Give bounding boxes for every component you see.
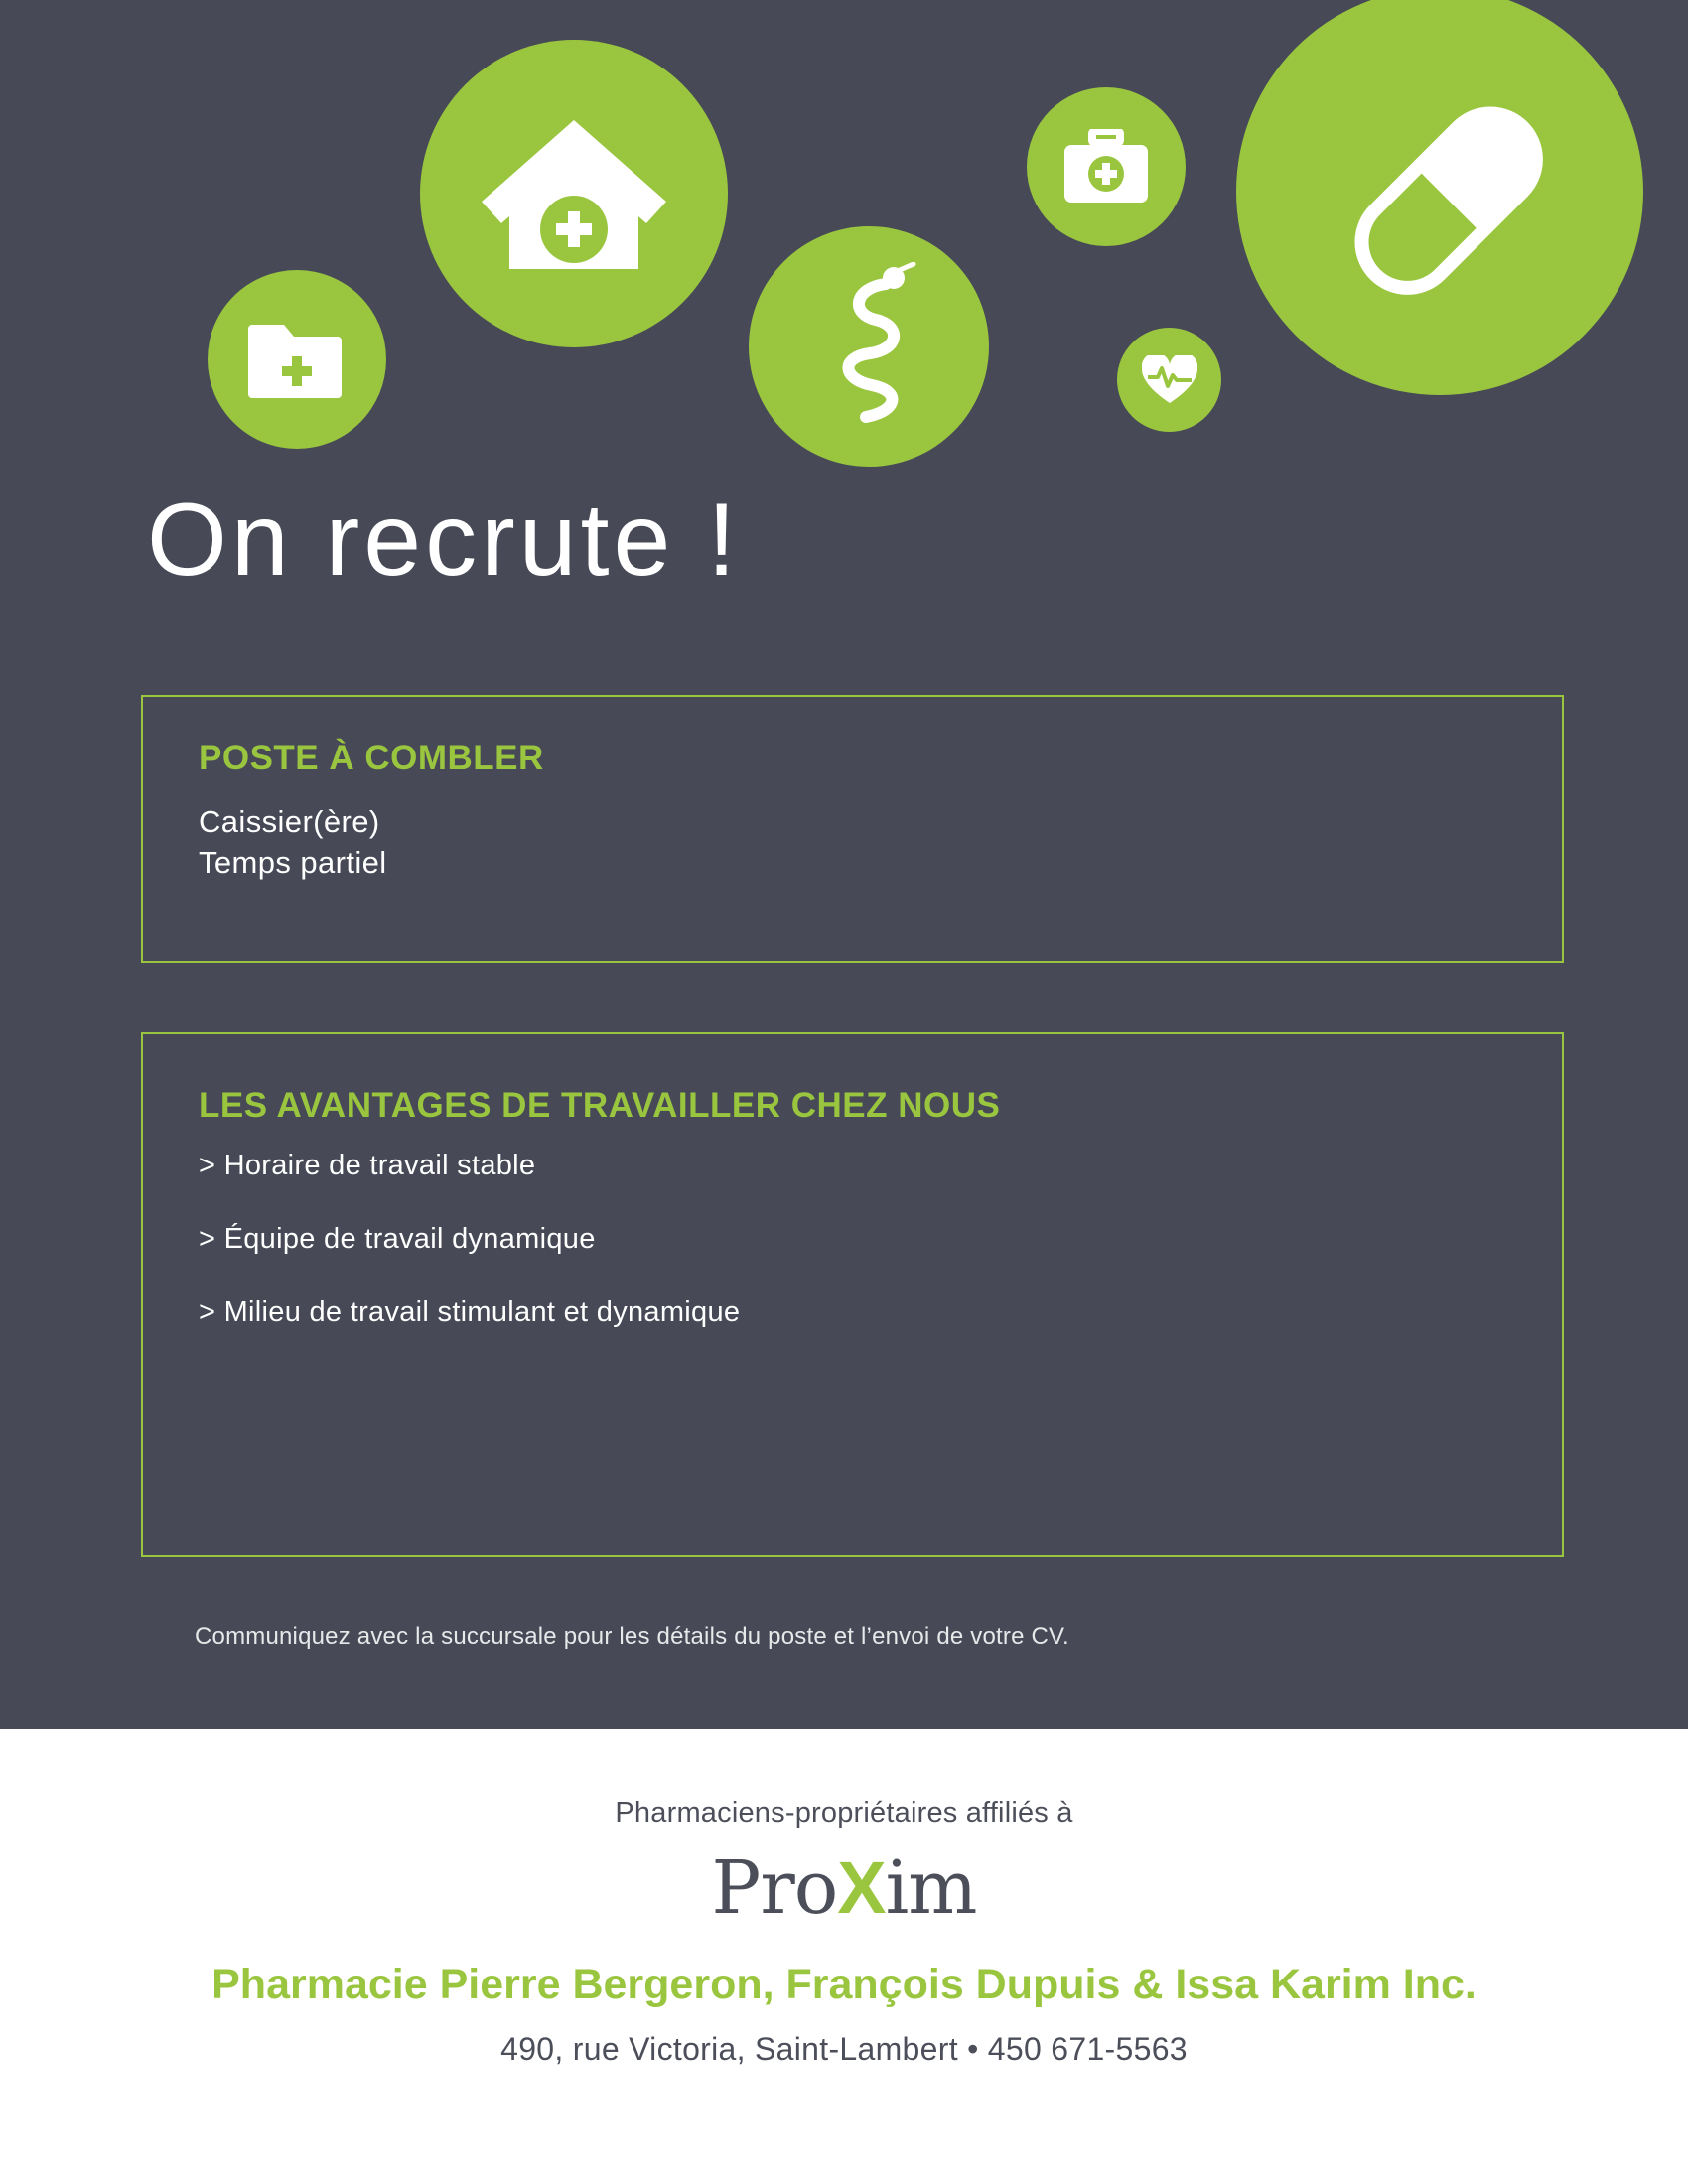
proxim-logo-text bbox=[711, 1845, 977, 1931]
avantage-item-1: > Horaire de travail stable bbox=[199, 1150, 536, 1181]
logo-part-2: im bbox=[885, 1845, 977, 1931]
contact-note: Communiquez avec la succursale pour les détails du poste et l’envoi de votre CV. bbox=[195, 1623, 1069, 1650]
logo-x-mark: X bbox=[837, 1846, 886, 1929]
poste-title: POSTE À COMBLER bbox=[199, 739, 544, 777]
folder-plus-icon bbox=[208, 270, 386, 449]
first-aid-kit-icon bbox=[1027, 87, 1186, 246]
poste-line-1: Caissier(ère) bbox=[199, 804, 380, 839]
footer bbox=[0, 1729, 1688, 2184]
avantages-title: LES AVANTAGES DE TRAVAILLER CHEZ NOUS bbox=[199, 1086, 1001, 1125]
heart-pulse-icon bbox=[1117, 328, 1221, 432]
asclepius-snake-icon bbox=[749, 226, 989, 467]
avantage-item-2: > Équipe de travail dynamique bbox=[199, 1223, 596, 1255]
page-title: On recrute ! bbox=[147, 482, 741, 598]
logo-part-1: Pro bbox=[711, 1845, 838, 1931]
avantages-box bbox=[141, 1032, 1564, 1557]
pill-capsule-icon bbox=[1236, 0, 1643, 395]
poste-a-combler-box bbox=[141, 695, 1564, 963]
home-plus-icon bbox=[420, 40, 728, 347]
poste-line-2: Temps partiel bbox=[199, 844, 387, 880]
proxim-logo bbox=[0, 1845, 1688, 1931]
avantage-item-3: > Milieu de travail stimulant et dynamique bbox=[199, 1297, 741, 1328]
company-name: Pharmacie Pierre Bergeron, François Dupuis & Issa Karim Inc. bbox=[211, 1961, 1477, 2008]
company-address: 490, rue Victoria, Saint-Lambert • 450 671-5563 bbox=[500, 2031, 1188, 2067]
affiliation-text: Pharmaciens-propriétaires affiliés à bbox=[615, 1797, 1073, 1829]
